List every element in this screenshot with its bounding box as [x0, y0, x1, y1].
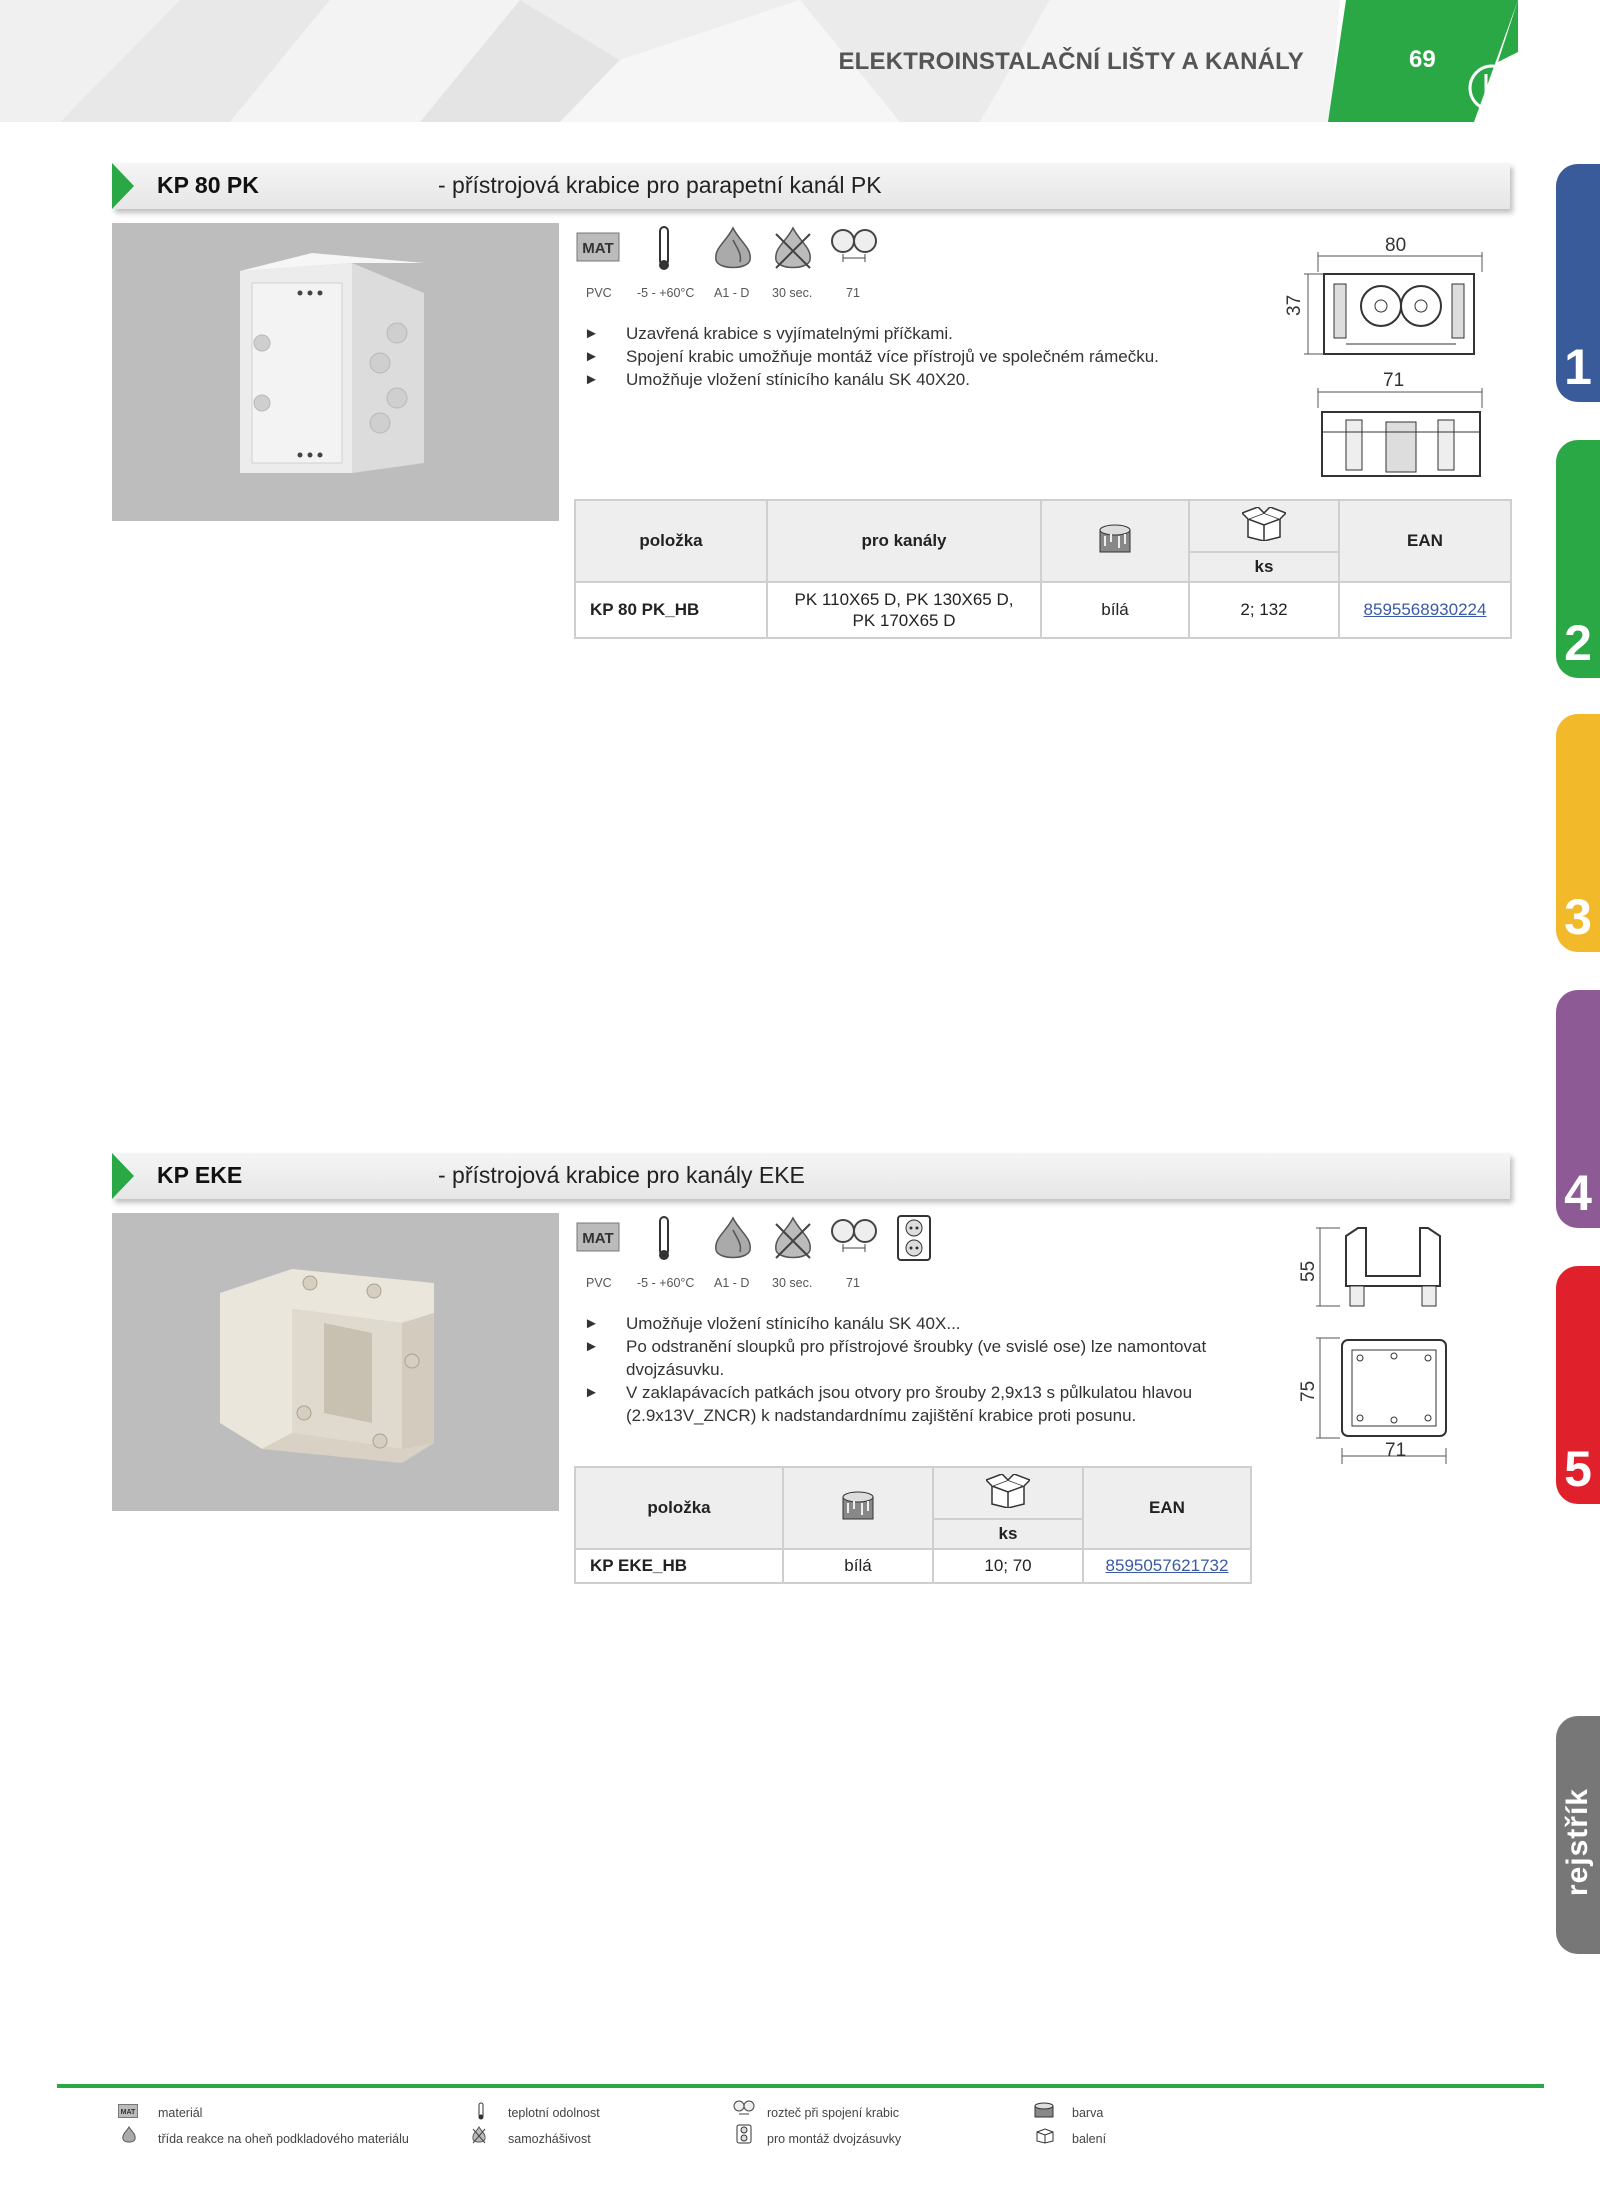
product-description: - přístrojová krabice pro parapetní kanál PK — [438, 172, 882, 198]
product-table-kp80pk — [574, 499, 1512, 639]
color-icon — [1097, 522, 1133, 556]
table-row — [575, 582, 1511, 638]
header-polygon-pattern — [0, 0, 1600, 122]
cell-ean — [1339, 582, 1511, 638]
self-extinguish-icon — [470, 2126, 488, 2149]
icon-label-self-extinguish: 30 sec. — [772, 286, 813, 300]
icon-label-material: PVC — [586, 1276, 612, 1290]
col-header-package — [933, 1467, 1083, 1519]
material-icon — [576, 232, 620, 267]
product-photo — [112, 1213, 559, 1511]
svg-text:MAT: MAT — [120, 2109, 136, 2116]
cell-ean — [1083, 1549, 1251, 1583]
legend-item: třída reakce na oheň podkladového materiálu — [158, 2132, 409, 2146]
feature-item: ► Po odstranění sloupků pro přístrojové šroubky (ve svislé ose) lze namontovat dvojzásuvku. — [584, 1335, 1244, 1381]
feature-item: ► Spojení krabic umožňuje montáž více přístrojů ve společném rámečku. — [584, 345, 1234, 368]
col-header-item: položka — [575, 500, 767, 582]
side-tab-2[interactable]: 2 — [1556, 440, 1600, 678]
side-tab-1[interactable]: 1 — [1556, 164, 1600, 402]
col-header-ean: EAN — [1339, 500, 1511, 582]
col-header-channels: pro kanály — [767, 500, 1041, 582]
temperature-icon — [657, 1216, 671, 1267]
feature-list — [584, 1312, 1244, 1427]
cell-item: KP 80 PK_HB — [575, 582, 767, 638]
package-icon — [986, 1474, 1030, 1508]
cell-color: bílá — [783, 1549, 933, 1583]
self-extinguish-icon — [770, 226, 816, 277]
side-tab-3[interactable]: 3 — [1556, 714, 1600, 952]
col-header-package — [1189, 500, 1339, 552]
cell-item: KP EKE_HB — [575, 1549, 783, 1583]
color-icon — [840, 1489, 876, 1523]
icon-label-spacing: 71 — [846, 1276, 860, 1290]
chapter-title: ELEKTROINSTALAČNÍ LIŠTY A KANÁLY — [838, 48, 1304, 75]
legend-item: teplotní odolnost — [508, 2106, 600, 2120]
icon-label-self-extinguish: 30 sec. — [772, 1276, 813, 1290]
side-tab-4[interactable]: 4 — [1556, 990, 1600, 1228]
table-row — [575, 1549, 1251, 1583]
product-code: KP EKE — [157, 1162, 243, 1188]
self-extinguish-icon — [770, 1216, 816, 1267]
icon-label-material: PVC — [586, 286, 612, 300]
icon-label-fire-class: A1 - D — [714, 1276, 750, 1290]
cell-pack: 10; 70 — [933, 1549, 1083, 1583]
ean-link[interactable]: 8595568930224 — [1363, 600, 1487, 619]
icon-label-spacing: 71 — [846, 286, 860, 300]
side-tab-5[interactable]: 5 — [1556, 1266, 1600, 1504]
col-header-color — [783, 1467, 933, 1549]
side-tab-index[interactable]: rejstřík — [1556, 1716, 1600, 1954]
product-table-kpeke — [574, 1466, 1252, 1584]
product-code: KP 80 PK — [157, 172, 259, 198]
col-header-pack-unit: ks — [1189, 552, 1339, 582]
package-icon — [1242, 507, 1286, 541]
page-number: 69 — [1409, 46, 1436, 73]
spacing-icon — [733, 2100, 755, 2123]
product-photo — [112, 223, 559, 521]
icon-label-temperature: -5 - +60°C — [637, 1276, 695, 1290]
svg-text:MAT: MAT — [582, 240, 614, 257]
legend-item: barva — [1072, 2106, 1104, 2120]
dimension-bottom-width: 71 — [1385, 1440, 1407, 1461]
feature-item: ► V zaklapávacích patkách jsou otvory pro šrouby 2,9x13 s půlkulatou hlavou (2.9x13V_ZNCR) k nadstandardnímu zajištění krabice proti posunu. — [584, 1381, 1244, 1427]
material-icon — [118, 2104, 138, 2123]
feature-item: ► Umožňuje vložení stínicího kanálu SK 40X... — [584, 1312, 1244, 1335]
dimension-height: 55 — [1298, 1260, 1319, 1282]
flame-class-icon — [710, 226, 756, 277]
legend-item: materiál — [158, 2106, 203, 2120]
temperature-icon — [477, 2102, 485, 2125]
dimension-height: 37 — [1284, 294, 1305, 316]
header-background — [0, 0, 1600, 122]
technical-drawing-kp80pk — [1286, 232, 1486, 493]
legend-item: balení — [1072, 2132, 1107, 2146]
section-arrow-icon — [112, 163, 134, 209]
technical-drawing-kpeke — [1300, 1216, 1460, 1471]
temperature-icon — [657, 226, 671, 277]
footer-divider — [57, 2084, 1544, 2088]
svg-text:MAT: MAT — [582, 1230, 614, 1247]
color-icon — [1034, 2102, 1054, 2123]
icon-label-temperature: -5 - +60°C — [637, 286, 695, 300]
spacing-icon — [830, 228, 878, 275]
double-socket-icon — [736, 2124, 752, 2149]
legend-item: samozhášivost — [508, 2132, 591, 2146]
col-header-ean: EAN — [1083, 1467, 1251, 1549]
cell-color: bílá — [1041, 582, 1189, 638]
feature-item: ► Uzavřená krabice s vyjímatelnými příčkami. — [584, 322, 1234, 345]
cell-channels: PK 110X65 D, PK 130X65 D, PK 170X65 D — [767, 582, 1041, 638]
feature-list — [584, 322, 1234, 391]
dimension-depth: 75 — [1298, 1380, 1319, 1402]
col-header-pack-unit: ks — [933, 1519, 1083, 1549]
product-description: - přístrojová krabice pro kanály EKE — [438, 1162, 805, 1188]
spacing-icon — [830, 1218, 878, 1265]
section-header-kpeke — [112, 1153, 1510, 1199]
legend-item: rozteč při spojení krabic — [767, 2106, 900, 2120]
ean-link[interactable]: 8595057621732 — [1105, 1556, 1229, 1575]
double-socket-icon — [896, 1214, 932, 1267]
section-arrow-icon — [112, 1153, 134, 1199]
feature-item: ► Umožňuje vložení stínicího kanálu SK 40X20. — [584, 368, 1234, 391]
icon-label-fire-class: A1 - D — [714, 286, 750, 300]
package-icon — [1034, 2126, 1056, 2149]
col-header-color — [1041, 500, 1189, 582]
col-header-item: položka — [575, 1467, 783, 1549]
flame-class-icon — [710, 1216, 756, 1267]
material-icon — [576, 1222, 620, 1257]
dimension-width: 80 — [1385, 235, 1407, 256]
dimension-bottom-width: 71 — [1383, 370, 1405, 391]
flame-class-icon — [121, 2126, 137, 2149]
legend-item: pro montáž dvojzásuvky — [767, 2132, 902, 2146]
cell-pack: 2; 132 — [1189, 582, 1339, 638]
